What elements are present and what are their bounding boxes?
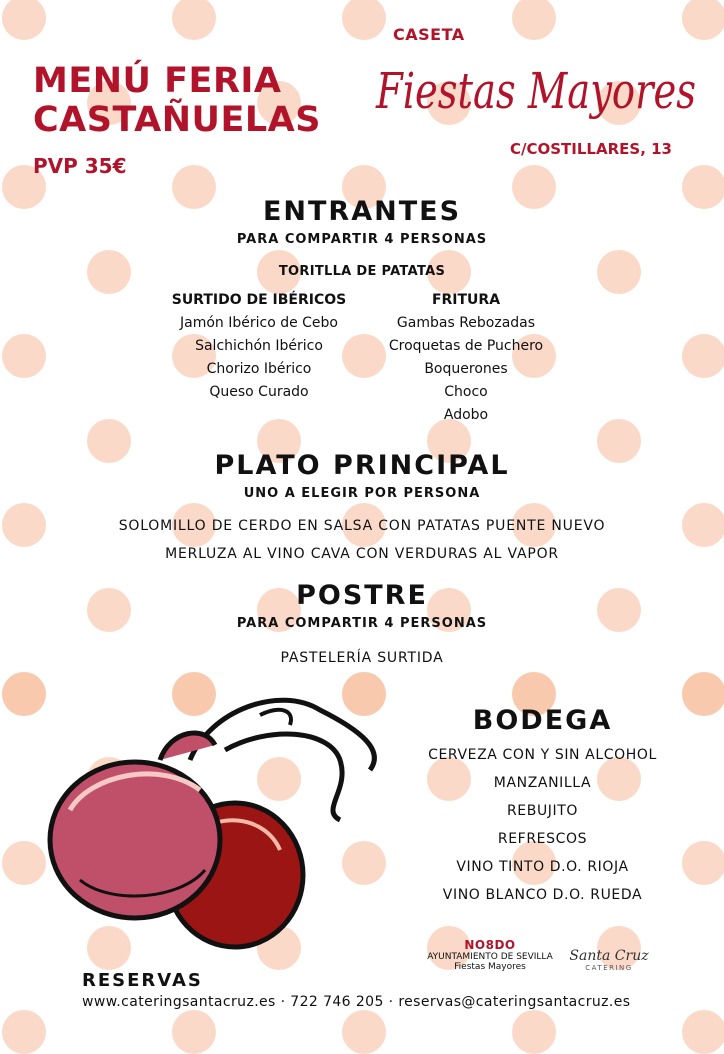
bodega-list [405,741,680,909]
entrantes-subtitle: PARA COMPARTIR 4 PERSONAS [236,232,488,247]
polka-dot [172,1010,216,1054]
menu-title [33,62,321,140]
price: PVP 35€ [33,154,127,178]
polka-dot [172,0,216,40]
polka-dot [2,0,46,40]
polka-dot [2,334,46,378]
surtido-column [149,292,369,404]
ayuntamiento-label: AYUNTAMIENTO DE SEVILLA [427,952,553,962]
fritura-column [356,292,576,427]
menu-title-line1: MENÚ FERIA [33,61,282,101]
principal-title: PLATO PRINCIPAL [214,450,510,481]
entrantes-title: ENTRANTES [262,196,462,227]
caseta-label: CASETA [393,25,465,44]
polka-dot [682,0,724,40]
list-item: Croquetas de Puchero [388,338,544,354]
nodo-mark: NO8DO [464,938,516,952]
surtido-heading: SURTIDO DE IBÉRICOS [171,292,347,308]
principal-item-1: SOLOMILLO DE CERDO EN SALSA CON PATATAS PUENTE NUEVO [118,518,606,534]
list-item: Jamón Ibérico de Cebo [179,315,338,331]
santacruz-label: Santa Cruz [569,948,649,964]
catering-label: CATERING [585,964,633,972]
list-item: CERVEZA CON Y SIN ALCOHOL [428,747,657,763]
polka-dot [512,1010,556,1054]
castanets-illustration [40,690,385,960]
principal-subtitle: UNO A ELEGIR POR PERSONA [243,486,481,501]
list-item: Boquerones [424,361,508,377]
polka-dot [512,0,556,40]
contact-line: www.cateringsantacruz.es · 722 746 205 · reservas@cateringsantacruz.es [82,994,631,1010]
santacruz-logo [566,948,652,972]
polka-dot [2,1010,46,1054]
address: C/COSTILLARES, 13 [510,140,672,158]
polka-dot [342,1010,386,1054]
principal-item-2: MERLUZA AL VINO CAVA CON VERDURAS AL VAPOR [165,546,559,562]
postre-subtitle: PARA COMPARTIR 4 PERSONAS [236,616,488,631]
list-item: REFRESCOS [497,831,588,847]
list-item: VINO BLANCO D.O. RUEDA [442,887,643,903]
list-item: Choco [444,384,488,400]
bodega-title: BODEGA [472,705,613,736]
postre-item: PASTELERÍA SURTIDA [280,650,444,666]
fritura-heading: FRITURA [431,292,501,308]
list-item: MANZANILLA [493,775,592,791]
list-item: Adobo [443,407,489,423]
caseta-name-script [372,38,702,138]
list-item: VINO TINTO D.O. RIOJA [456,859,629,875]
polka-dot [682,1010,724,1054]
list-item: Salchichón Ibérico [195,338,323,354]
polka-dot [682,841,724,885]
polka-dot [682,334,724,378]
polka-dot [682,672,724,716]
list-item: REBUJITO [506,803,579,819]
fiestas-label: Fiestas Mayores [454,962,526,972]
menu-title-line2: CASTAÑUELAS [33,100,321,140]
ayuntamiento-logo [420,938,560,972]
reservas-heading: RESERVAS [82,970,203,991]
list-item: Queso Curado [209,384,309,400]
tortilla-item: TORITLLA DE PATATAS [278,264,446,279]
polka-dot [342,0,386,40]
caseta-name: Fiestas Mayores [375,62,696,120]
list-item: Chorizo Ibérico [206,361,312,377]
postre-title: POSTRE [296,580,428,611]
list-item: Gambas Rebozadas [396,315,536,331]
